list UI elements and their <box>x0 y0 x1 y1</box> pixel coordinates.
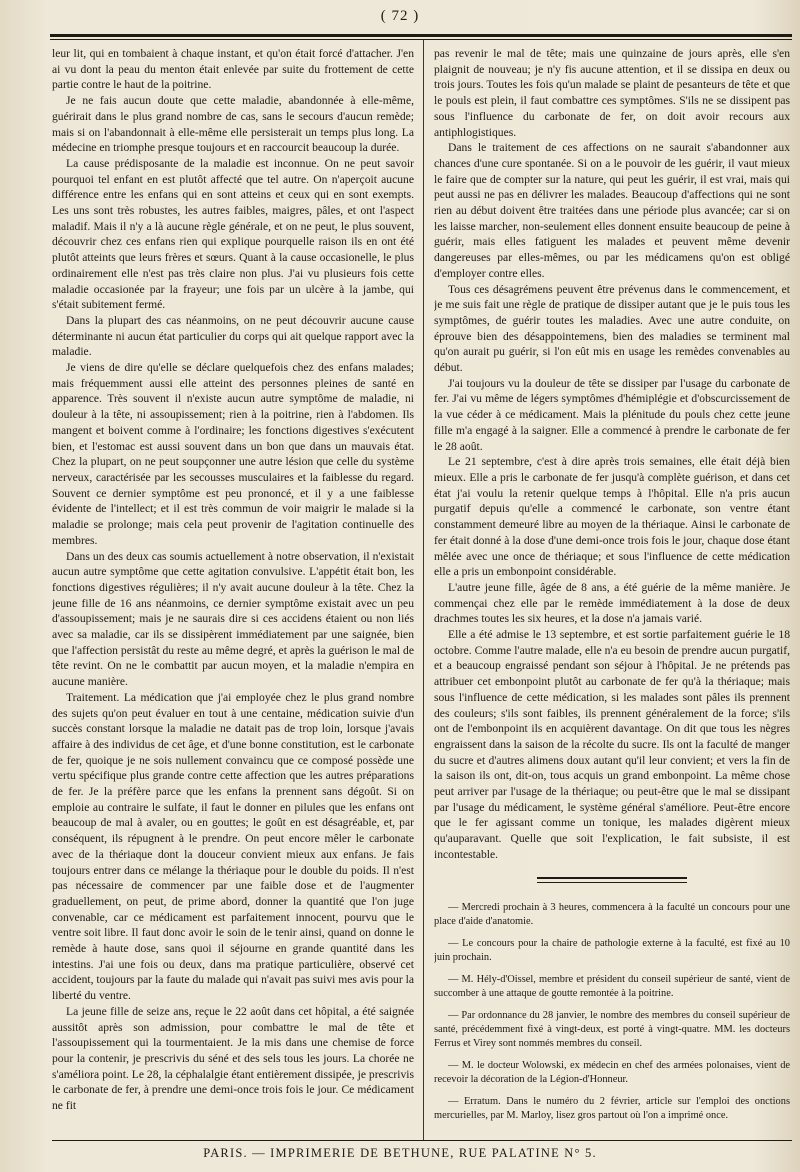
news-note: — Par ordonnance du 28 janvier, le nombre des membres du conseil supérieur de santé, précédemment fixé à vingt-deux, est porté à vingt-quatre. MM. les docteurs Ferrus et Virey sont nommés membres du conseil. <box>434 1009 790 1049</box>
right-column <box>434 46 790 1138</box>
paragraph: Dans un des deux cas soumis actuellement à notre observation, il n'existait aucun autre symptôme que cette agitation convulsive. L'appétit était bon, les fonctions digestives régulières; il n'y avait aucune douleur à la tête. Chez la jeune fille de 16 ans néanmoins, ce dernier symptôme existait avec un peu d'assoupissement; mais je ne saurais dire si ces accidens étaient ou non liés avec sa maladie, car ils se dissipèrent immédiatement par une saignée, bien que l'affection persistât du reste au même degré, et après la guérison le mal de tête revint. On ne le combattit par aucun moyen, et la maladie n'empira en aucune manière. <box>52 549 414 689</box>
paragraph-traitement: Traitement. La médication que j'ai employée chez le plus grand nombre des sujets qu'on peut évaluer en tout à une centaine, médication suivie d'un succès constant lorsque la maladie ne datait pas de trop loin, lorsque j'avais affaire à des individus de cet âge, et d'une bonne constitution, est le carbonate de fer, quoique je ne sois nullement convaincu que ce composé possède une vertu spécifique plus grande contre cette affection que les autres préparations de fer. Je la préfère parce que les enfans la prennent sans dégoût. Si on emploie au contraire le sulfate, il faut le donner en pilules que les enfans ont beaucoup de mal à avaler, ou en gouttes; le goût en est désagréable, et, par conséquent, ils répugnent à le prendre. On peut encore mêler le carbonate avec de la thériaque dont la douceur convient mieux aux enfans. Je fais toujours entrer dans ce mélange la thériaque pour le double du poids. Il n'est pas nécessaire de commencer par une faible dose et de l'augmenter graduellement, on peut, de prime abord, donner la quantité que l'on juge convenable, car ce médicament est parfaitement innocent, pourvu que le ventre soit libre. Il faut donc avoir le soin de le tenir ainsi, quand on donne le remède à haute dose, sans quoi il séjourne en grande quantité dans les intestins. J'ai une fois ou deux, dans ma pratique particulière, observé cet accident, toujours par la faute du malade qui n'avait pas suivi mes avis pour la liberté du ventre. <box>52 690 414 1003</box>
paragraph: pas revenir le mal de tête; mais une quinzaine de jours après, elle s'en plaignit de nouveau; je n'y fis aucune attention, et il se dissipa en deux ou trois jours. Toutes les fois qu'un malade se plaint de pesanteurs de tête et que le pouls est plein, il faut combattre ces symptômes. S'ils ne se dissipent pas sous l'influence du carbonate de fer, on doit avoir recours aux antiphlogistiques. <box>434 47 790 139</box>
paragraph: La jeune fille de seize ans, reçue le 22 août dans cet hôpital, a été saignée aussitôt après son admission, pour combattre le mal de tête et l'assoupissement qui la tourmentaient. Je la mis dans une chemise de force pour la contenir, je prescrivis du séné et des sels tous les jours. La chorée ne s'améliora point. Le 28, la céphalalgie étant entièrement dissipée, je prescrivis le carbonate de fer, à prendre une demi-once trois fois le jour. Ce médicament ne fit <box>52 1004 414 1113</box>
column-divider <box>423 40 424 1140</box>
paragraph: leur lit, qui en tombaient à chaque instant, et qu'on était forcé d'attacher. J'en ai vu dont la peau du menton était enlevée par suite du frottement de cette partie contre le haut de la poitrine. <box>52 47 414 92</box>
section-separator <box>537 877 687 883</box>
news-note: — M. le docteur Wolowski, ex médecin en chef des armées polonaises, vient de recevoir la décoration de la Légion-d'Honneur. <box>434 1059 790 1085</box>
paragraph: Dans le traitement de ces affections on ne saurait s'abandonner aux chances d'une cure spontanée. Si on a le pouvoir de les guérir, il vaut mieux le faire que de compter sur la nature, qui peut les guérir, il est vrai, mais qui peut aussi ne pas en délivrer les malades. Beaucoup d'affections qui ne sont rien au début doivent être traitées dans une période plus avancée; car si on les laisse marcher, non-seulement elles donnent ensuite beaucoup de peine à guérir, mais elles fatiguent les malades et peuvent même devenir dangereuses par elles-mêmes, ou par les médicamens qu'on est obligé d'employer contre elles. <box>434 141 790 280</box>
paragraph: Le 21 septembre, c'est à dire après trois semaines, elle était déjà bien mieux. Elle a pris le carbonate de fer jusqu'à complète guérison, et dans cet état j'ai voulu la retenir quelque temps à l'hôpital. Elle n'a pris aucun purgatif depuis qu'elle a commencé le carbonate, son ventre étant constamment demeuré libre au moyen de la thériaque. Ainsi le carbonate de fer était donné à la dose d'une demi-once trois fois le jour, chaque dose étant mêlée avec une once de thériaque; et sous l'influence de cette médication elle a pris un embonpoint considérable. <box>434 455 790 579</box>
news-note: — Le concours pour la chaire de pathologie externe à la faculté, est fixé au 10 juin prochain. <box>434 937 790 963</box>
paragraph: Je ne fais aucun doute que cette maladie, abandonnée à elle-même, guérirait dans le plus grand nombre de cas, sans le secours d'aucun remède; mais si on l'abandonnait à elle-même elle persisterait un temps plus long. La médecine en triomphe presque toujours et en raccourcit beaucoup la durée. <box>52 94 414 155</box>
paragraph: Tous ces désagrémens peuvent être prévenus dans le commencement, et je me suis fait une règle de pratique de dissiper autant que je le puis tous les symptômes, de guérir toutes les maladies. Avec une autre conduite, on éprouve bien des désappointemens, bien des maladies se terminent mal qu'on aurait pu guérir, si l'on eût mis en usage les remèdes convenables au début. <box>434 282 790 375</box>
page-number: ( 72 ) <box>380 8 420 24</box>
news-note: — Mercredi prochain à 3 heures, commencera à la faculté un concours pour une place d'aide d'anatomie. <box>434 901 790 927</box>
paragraph: J'ai toujours vu la douleur de tête se dissiper par l'usage du carbonate de fer. J'ai vu même de légers symptômes d'hémiplégie et d'obscurcissement de la vue céder à ce médicament. Mais la plénitude du pouls chez cette jeune fille m'a engagé à la saigner. Elle a commencé à prendre le carbonate de fer le 28 août. <box>434 376 790 453</box>
paragraph: Elle a été admise le 13 septembre, et est sortie parfaitement guérie le 18 octobre. Comme l'autre malade, elle n'a eu besoin de prendre aucun purgatif, et a beaucoup engraissé pendant son séjour à l'hôpital. Je ne prétends pas attribuer cet embonpoint plutôt au carbonate de fer qu'à la thériaque; mais sous l'influence de cette médication, si les malades sont pâles ils prennent des couleurs; s'ils sont faibles, ils prennent généralement de la force; s'ils ont de l'embonpoint ils en acquièrent davantage. On dit que tous les nègres engraissent dans la saison de la récolte du sucre. Ils ont la faculté de manger du sucre et d'autres alimens doux autant qu'il leur convient; et vers la fin de la saison ils ont, dit-on, tous acquis un grand embonpoint. La même chose peut arriver par l'usage de la thériaque; ou peut-être que le mal se dissipant par l'usage du médicament, le système général s'améliore. Peut-être encore que le fer agissant comme un tonique, les malades digèrent mieux qu'auparavant. Quelle que soit l'explication, le fait subsiste, il est incontestable. <box>434 628 790 861</box>
paragraph: L'autre jeune fille, âgée de 8 ans, a été guérie de la même manière. Je commençai chez elle par le remède immédiatement à la dose de deux drachmes toutes les six heures, et la dose n'a jamais varié. <box>434 580 790 626</box>
paragraph: Je viens de dire qu'elle se déclare quelquefois chez des enfans malades; mais fréquemment aussi elle atteint des personnes pleines de santé en apparence. Très souvent il n'existe aucun autre symptôme de maladie, ni douleur à la tête, ni assoupissement; rien à la poitrine, rien à l'abdomen. Ils mangent et boivent comme à l'ordinaire; les fonctions digestives s'exécutent bien, et l'estomac est aussi souvent dans un bon que dans un mauvais état. Chez la plupart, on ne peut soupçonner une autre lésion que celle du système nerveux, caractérisée par les secousses musculaires et la faiblesse du regard. Souvent ce dernier symptôme est peu prononcé, et il y a une faiblesse évidente de l'intellect; et il est très commun de voir maigrir le malade si la maladie se prolonge; mais cela peut provenir de l'agitation continuelle des membres. <box>52 361 414 547</box>
erratum-note: — Erratum. Dans le numéro du 2 février, article sur l'emploi des onctions mercurielles, par M. Marloy, lisez gros partout où l'on a imprimé once. <box>434 1095 790 1121</box>
top-rule <box>50 34 792 37</box>
bottom-rule <box>52 1140 792 1141</box>
paragraph: Dans la plupart des cas néanmoins, on ne peut découvrir aucune cause déterminante ni aucun état particulier du corps qui ait quelque rapport avec la maladie. <box>52 313 414 359</box>
paragraph: La cause prédisposante de la maladie est inconnue. On ne peut savoir pourquoi tel enfant en est plutôt affecté que tel autre. On n'aperçoit aucune différence entre les enfans qui en sont atteins et ceux qui en sont exempts. Les uns sont très robustes, les autres faibles, maigres, pâles, et ont l'aspect maladif. Mais il n'y a là aucune règle générale, et on ne peut, le plus souvent, découvrir chez ces enfans rien qui explique pourquelle raison ils en ont été plutôt atteints que leurs frères et sœurs. Quant à la cause occasionelle, le plus ordinairement elle n'est pas très claire non plus. J'ai vu plusieurs fois cette maladie occasionée par la frayeur; une fois par un ulcère à la jambe, qui s'était subitement fermé. <box>52 156 414 312</box>
left-column <box>52 46 414 1138</box>
printer-imprint: PARIS. — IMPRIMERIE DE BETHUNE, RUE PALATINE N° 5. <box>203 1146 597 1160</box>
news-note: — M. Hély-d'Oissel, membre et président du conseil supérieur de santé, vient de succomber à une attaque de goutte remontée à la poitrine. <box>434 973 790 999</box>
